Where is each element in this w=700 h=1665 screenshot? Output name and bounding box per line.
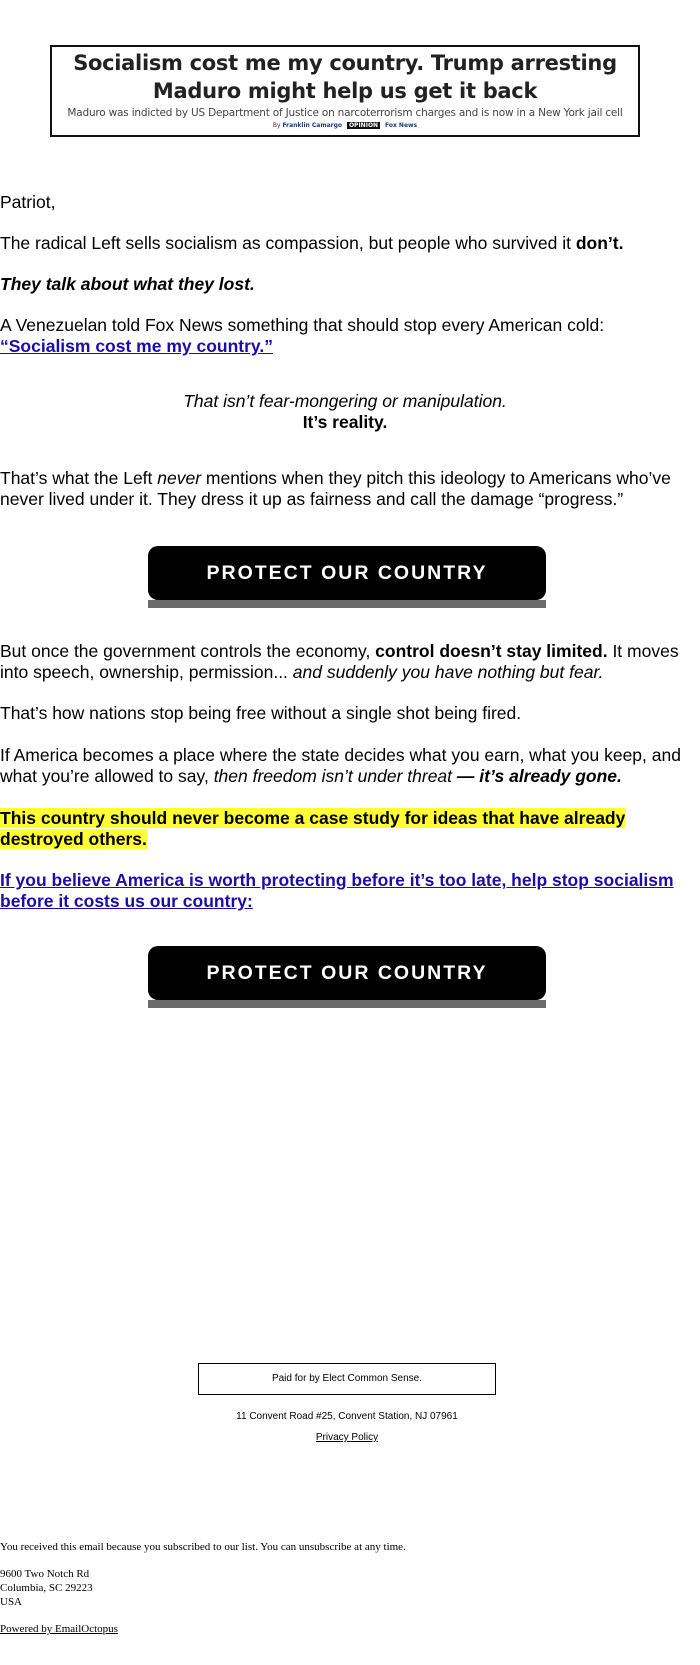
- p7-bold-italic: — it’s already gone.: [452, 766, 622, 786]
- privacy-policy-link[interactable]: Privacy Policy: [315, 1432, 379, 1443]
- protect-our-country-button[interactable]: PROTECT OUR COUNTRY: [148, 546, 546, 600]
- byline-by: By: [272, 122, 281, 129]
- socialism-quote-link[interactable]: “Socialism cost me my country.”: [0, 336, 273, 356]
- paragraph-7: [0, 745, 690, 787]
- p1-bold: don’t.: [575, 233, 624, 253]
- byline-author: Franklin Camargo: [282, 122, 343, 129]
- paragraph-1: [0, 233, 700, 254]
- cta-1[interactable]: [148, 546, 546, 608]
- cta-shadow: [148, 600, 546, 608]
- opinion-badge: OPINION: [348, 122, 379, 129]
- p7-text-a: If America becomes a place where the state decides what you earn, what you keep, and what you’re allowed to say,: [0, 745, 681, 786]
- paid-for-box: Paid for by Elect Common Sense.: [198, 1363, 496, 1395]
- paragraph-2: They talk about what they lost.: [0, 274, 255, 294]
- p7-italic: then freedom isn’t under threat: [213, 766, 453, 786]
- quote-line-2: It’s reality.: [302, 412, 388, 432]
- paragraph-6: That’s how nations stop being free without a single shot being fired.: [0, 703, 522, 723]
- p5-text-a: But once the government controls the economy,: [0, 641, 376, 661]
- p4-italic: never: [157, 468, 202, 488]
- sender-address-line-1: 9600 Two Notch Rd: [0, 1568, 90, 1580]
- paragraph-5: [0, 641, 695, 683]
- article-title: Socialism cost me my country. Trump arresting Maduro might help us get it back: [73, 51, 617, 103]
- quote-block: [0, 391, 690, 433]
- subscription-notice: You received this email because you subscribed to our list. You can unsubscribe at any time.: [0, 1541, 406, 1553]
- p1-text: The radical Left sells socialism as compassion, but people who survived it: [0, 233, 576, 253]
- p4-text-c: mentions when they pitch this ideology to Americans who’ve never lived under it. They dress it up as fairness and call the damage “progress.”: [0, 468, 671, 509]
- privacy-wrapper: [0, 1432, 694, 1443]
- stop-socialism-link[interactable]: If you believe America is worth protecting before it’s too late, help stop socialism before it costs us our country:: [0, 870, 674, 911]
- byline-outlet: Fox News: [384, 122, 418, 129]
- article-subtitle: Maduro was indicted by US Department of Justice on narcoterrorism charges and is now in a New York jail cell: [67, 107, 623, 119]
- sender-address-line-3: USA: [0, 1596, 23, 1608]
- paragraph-3: [0, 315, 700, 357]
- protect-our-country-button-2[interactable]: PROTECT OUR COUNTRY: [148, 946, 546, 1000]
- sender-address-line-2: Columbia, SC 29223: [0, 1582, 93, 1594]
- cta-2[interactable]: [148, 946, 546, 1008]
- highlighted-text: This country should never become a case study for ideas that have already destroyed others.: [0, 808, 626, 849]
- paragraph-4: [0, 468, 690, 510]
- p5-italic: and suddenly you have nothing but fear.: [292, 662, 604, 682]
- powered-by-emailoctopus-link[interactable]: Powered by EmailOctopus: [0, 1623, 118, 1635]
- p4-text-a: That’s what the Left: [0, 468, 158, 488]
- article-byline: [52, 122, 638, 129]
- paragraph-9: [0, 870, 695, 912]
- powered-by-wrapper: [0, 1622, 118, 1636]
- footer-address: 11 Convent Road #25, Convent Station, NJ 07961: [236, 1411, 458, 1422]
- sender-address: [0, 1567, 93, 1609]
- cta-shadow-2: [148, 1000, 546, 1008]
- quote-line-1: That isn’t fear-mongering or manipulation.: [183, 391, 507, 411]
- p5-text-c: It moves into speech, ownership, permission...: [0, 641, 679, 682]
- article-card[interactable]: [50, 45, 640, 137]
- p3-text: A Venezuelan told Fox News something that should stop every American cold:: [0, 315, 605, 335]
- paragraph-8: [0, 808, 660, 850]
- greeting: Patriot,: [0, 192, 56, 212]
- p5-bold: control doesn’t stay limited.: [375, 641, 608, 661]
